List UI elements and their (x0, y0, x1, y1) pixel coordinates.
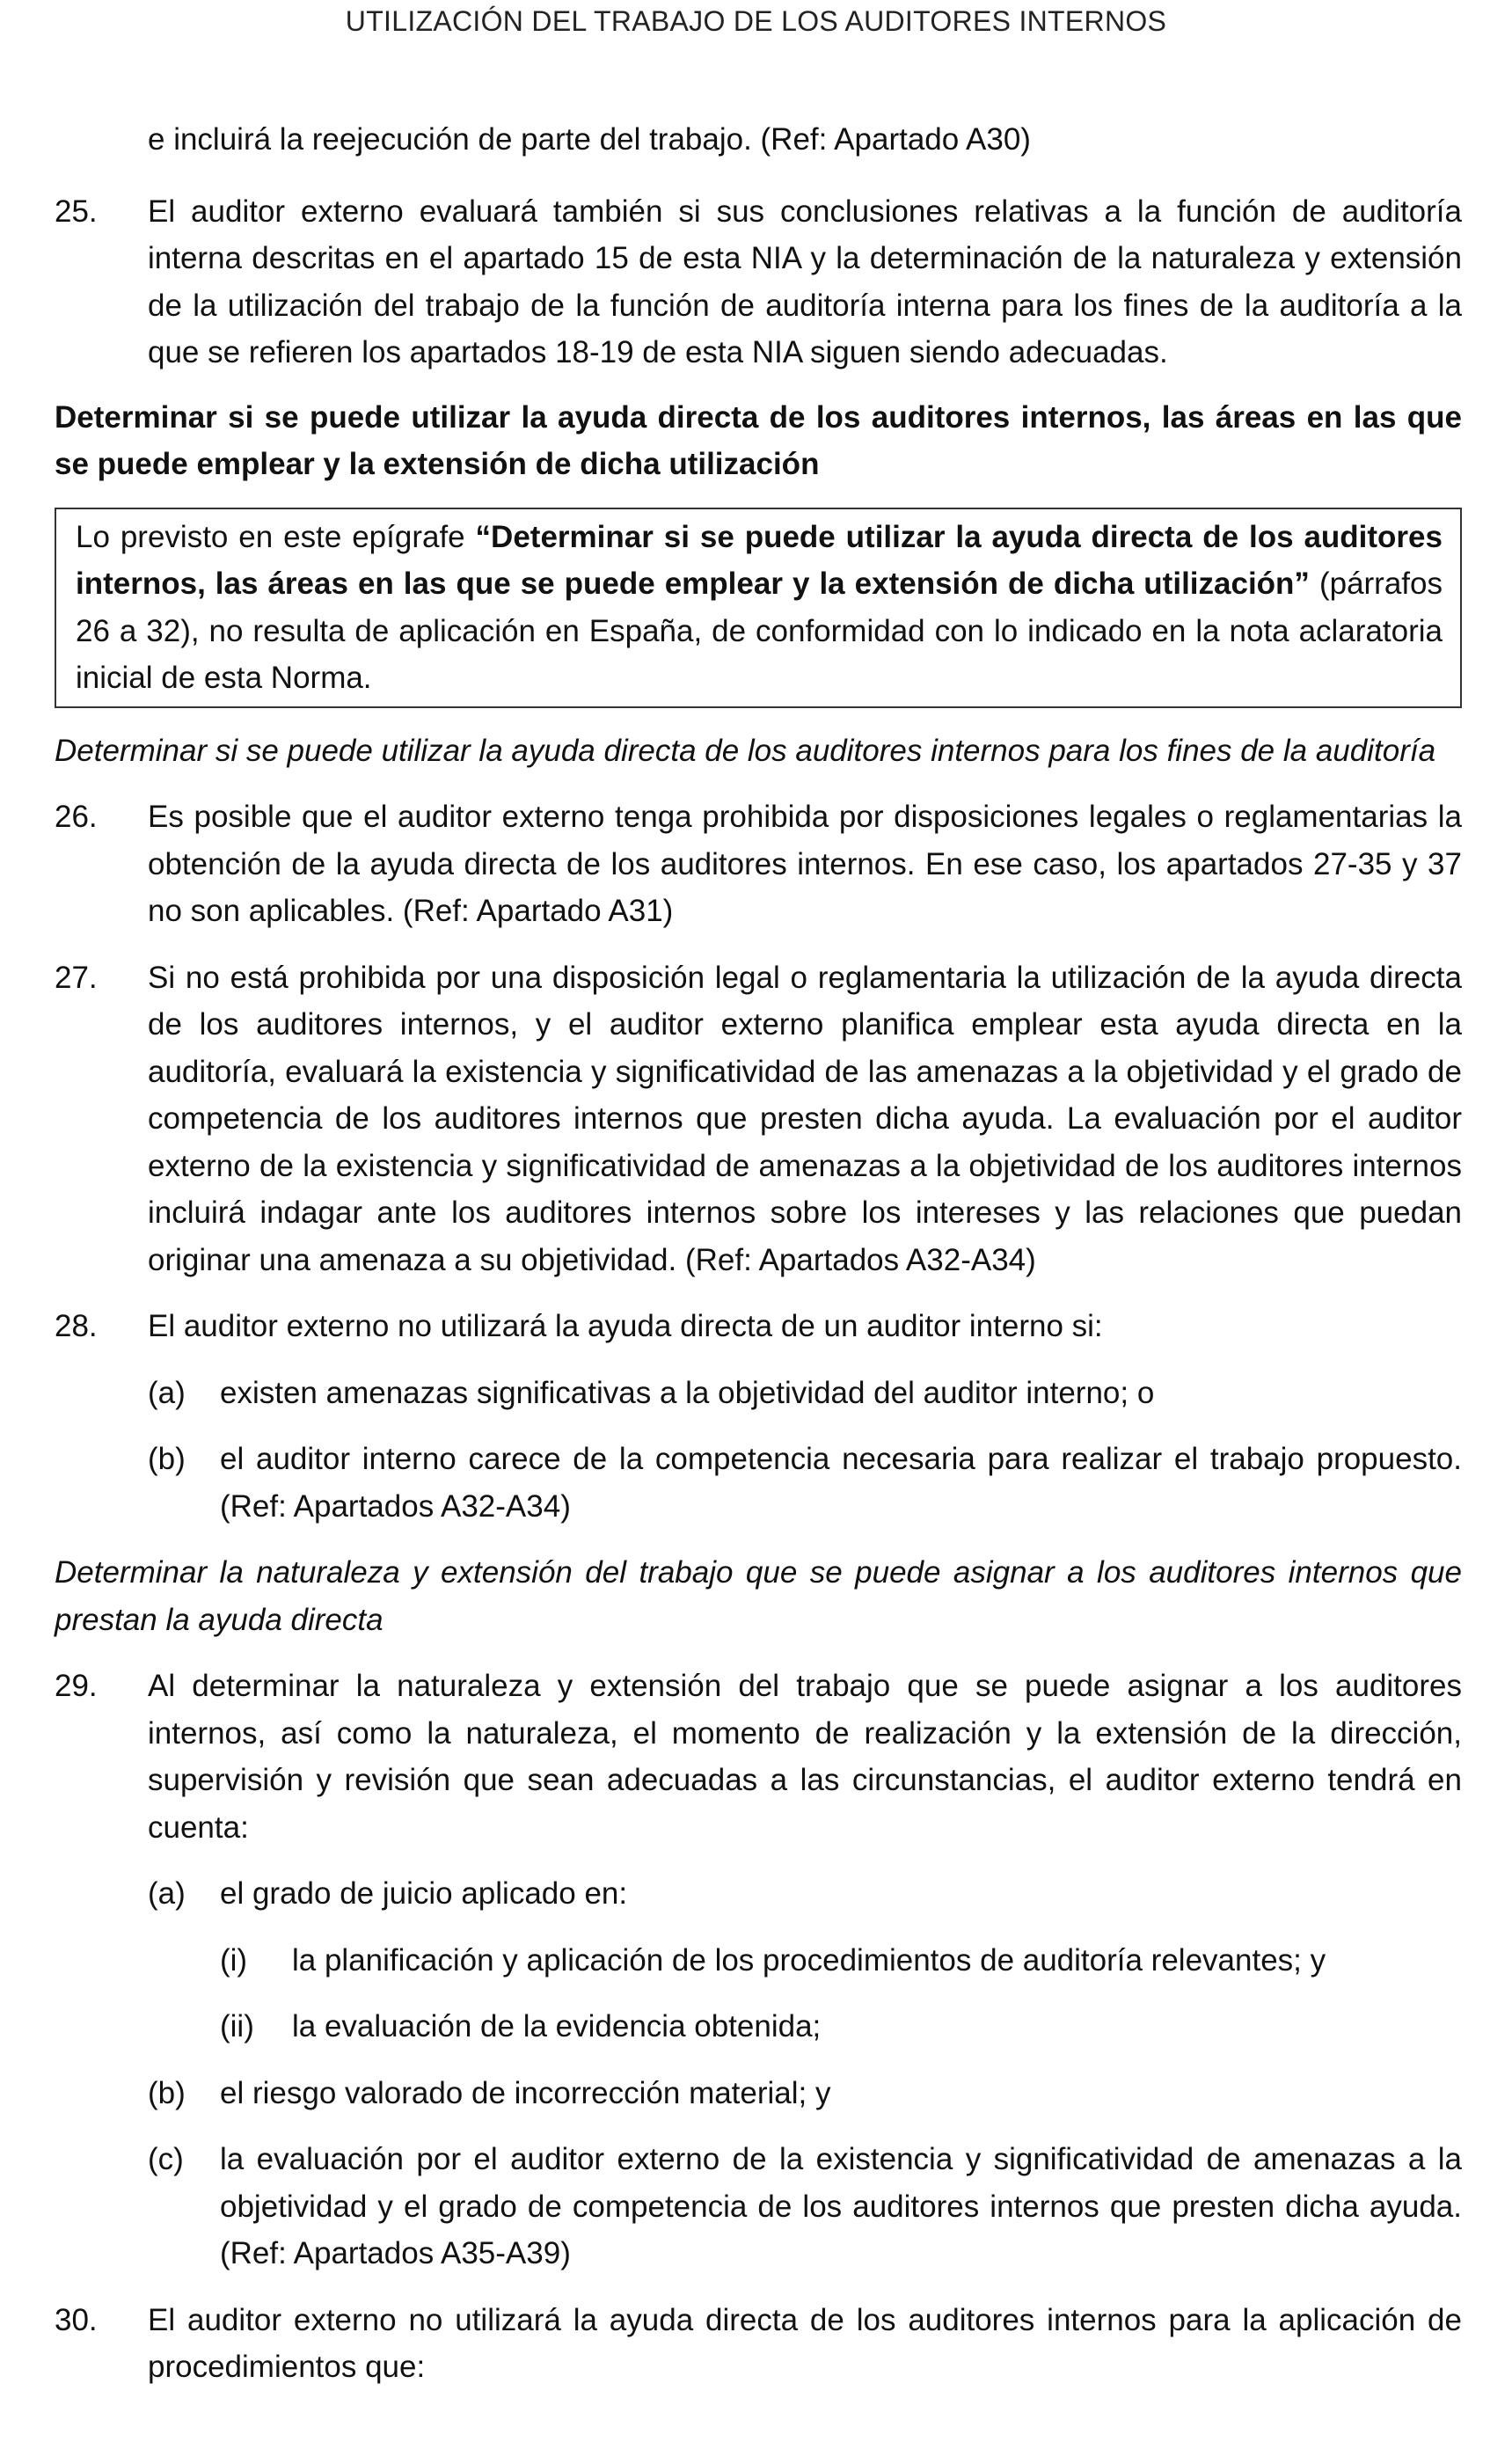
paragraph-number: 30. (55, 2302, 98, 2337)
paragraph-29 (55, 1663, 1462, 1851)
paragraph-text: Es posible que el auditor externo tenga prohibida por disposiciones legales o reglamentarias la obtención de la ayuda directa de los auditores internos. En ese caso, los apartados 27-35 y 37 no son aplicables. (Ref: Apartado A31) (148, 800, 1462, 928)
list-item (55, 2070, 1462, 2117)
paragraph-28 (55, 1303, 1462, 1350)
list-item (55, 1870, 1462, 1918)
note-text-bold: “Determinar si se puede utilizar la ayuda directa de los auditores internos, las áreas en las que se puede emplear y la extensión de dicha utilización” (76, 519, 1443, 601)
list-item-text: el grado de juicio aplicado en: (220, 1876, 628, 1911)
paragraph-number: 27. (55, 960, 98, 995)
paragraph-text: El auditor externo no utilizará la ayuda directa de los auditores internos para la aplicación de procedimientos que: (148, 2302, 1462, 2384)
paragraph-number: 28. (55, 1309, 98, 1343)
paragraph-27 (55, 954, 1462, 1284)
list-item-text: la evaluación por el auditor externo de la existencia y significatividad de amenazas a la objetividad y el grado de competencia de los auditores internos que presten dicha ayuda. (Ref: Apartados A35-A39) (220, 2142, 1462, 2270)
section-heading-direct-assistance: Determinar si se puede utilizar la ayuda directa de los auditores internos, las áreas en las que se puede emplear y la extensión de dicha utilización (55, 399, 1462, 481)
subheading-nature-extent: Determinar la naturaleza y extensión del trabajo que se puede asignar a los auditores internos que prestan la ayuda directa (55, 1555, 1462, 1637)
list-item-label: (b) (148, 1442, 186, 1476)
sub-list-item-label: (i) (220, 1942, 248, 1978)
subheading-direct-assistance-purpose: Determinar si se puede utilizar la ayuda directa de los auditores internos para los fines de la auditoría (55, 733, 1436, 768)
list-item-text: el auditor interno carece de la competencia necesaria para realizar el trabajo propuesto. (Ref: Apartados A32-A34) (220, 1442, 1462, 1524)
paragraph-number: 26. (55, 800, 98, 834)
note-text-before: Lo previsto en este epígrafe (76, 519, 476, 554)
paragraph-26 (55, 793, 1462, 935)
page-header: UTILIZACIÓN DEL TRABAJO DE LOS AUDITORES INTERNOS (345, 5, 1167, 37)
list-item-label: (a) (148, 1876, 186, 1911)
list-item (55, 2136, 1462, 2277)
list-item-text: existen amenazas significativas a la objetividad del auditor interno; o (220, 1375, 1155, 1410)
paragraph-text: Al determinar la naturaleza y extensión del trabajo que se puede asignar a los auditores internos, así como la naturaleza, el momento de realización y la extensión de la dirección, supervisión y revisión que sean adecuadas a las circunstancias, el auditor externo tendrá en cuenta: (148, 1669, 1462, 1845)
list-item (55, 1436, 1462, 1530)
note-box (55, 508, 1462, 708)
sub-list-item (55, 2003, 1462, 2051)
list-item-label: (c) (148, 2142, 184, 2176)
paragraph-text: Si no está prohibida por una disposición legal o reglamentaria la utilización de la ayuda directa de los auditores internos, y el auditor externo planifica emplear esta ayuda directa en la auditoría, evaluará la existencia y significatividad de las amenazas a la objetividad y el grado de competencia de los auditores internos que presten dicha ayuda. La evaluación por el auditor externo de la existencia y significatividad de amenazas a la objetividad de los auditores internos incluirá indagar ante los auditores internos sobre los intereses y las relaciones que puedan originar una amenaza a su objetividad. (Ref: Apartados A32-A34) (148, 960, 1462, 1277)
paragraph-text: El auditor externo no utilizará la ayuda directa de un auditor interno si: (148, 1309, 1103, 1343)
sub-list-item-text: la evaluación de la evidencia obtenida; (292, 2009, 822, 2044)
sub-list-item (55, 1937, 1462, 1985)
sub-list-item-label: (ii) (220, 2009, 254, 2044)
paragraph-text: El auditor externo evaluará también si sus conclusiones relativas a la función de auditoría interna descritas en el apartado 15 de esta NIA y la determinación de la naturaleza y extensión de la utilización del trabajo de la función de auditoría interna para los fines de la auditoría a la que se refieren los apartados 18-19 de esta NIA siguen siendo adecuadas. (148, 194, 1462, 369)
sub-list-item-text: la planificación y aplicación de los procedimientos de auditoría relevantes; y (292, 1942, 1326, 1978)
paragraph-25 (55, 188, 1462, 377)
list-item-label: (a) (148, 1375, 186, 1410)
paragraph-number: 29. (55, 1669, 98, 1703)
document-body (55, 116, 1462, 2391)
list-item (55, 1370, 1462, 1417)
paragraph-number: 25. (55, 194, 98, 229)
paragraph-24-continuation: e incluirá la reejecución de parte del trabajo. (Ref: Apartado A30) (148, 122, 1031, 157)
list-item-label: (b) (148, 2075, 186, 2110)
note-text-after: (párrafos 26 a 32), no resulta de aplicación en España, de conformidad con lo indicado en la nota aclaratoria inicial de esta Norma. (76, 567, 1443, 695)
paragraph-30 (55, 2297, 1462, 2391)
list-item-text: el riesgo valorado de incorrección material; y (220, 2075, 831, 2110)
